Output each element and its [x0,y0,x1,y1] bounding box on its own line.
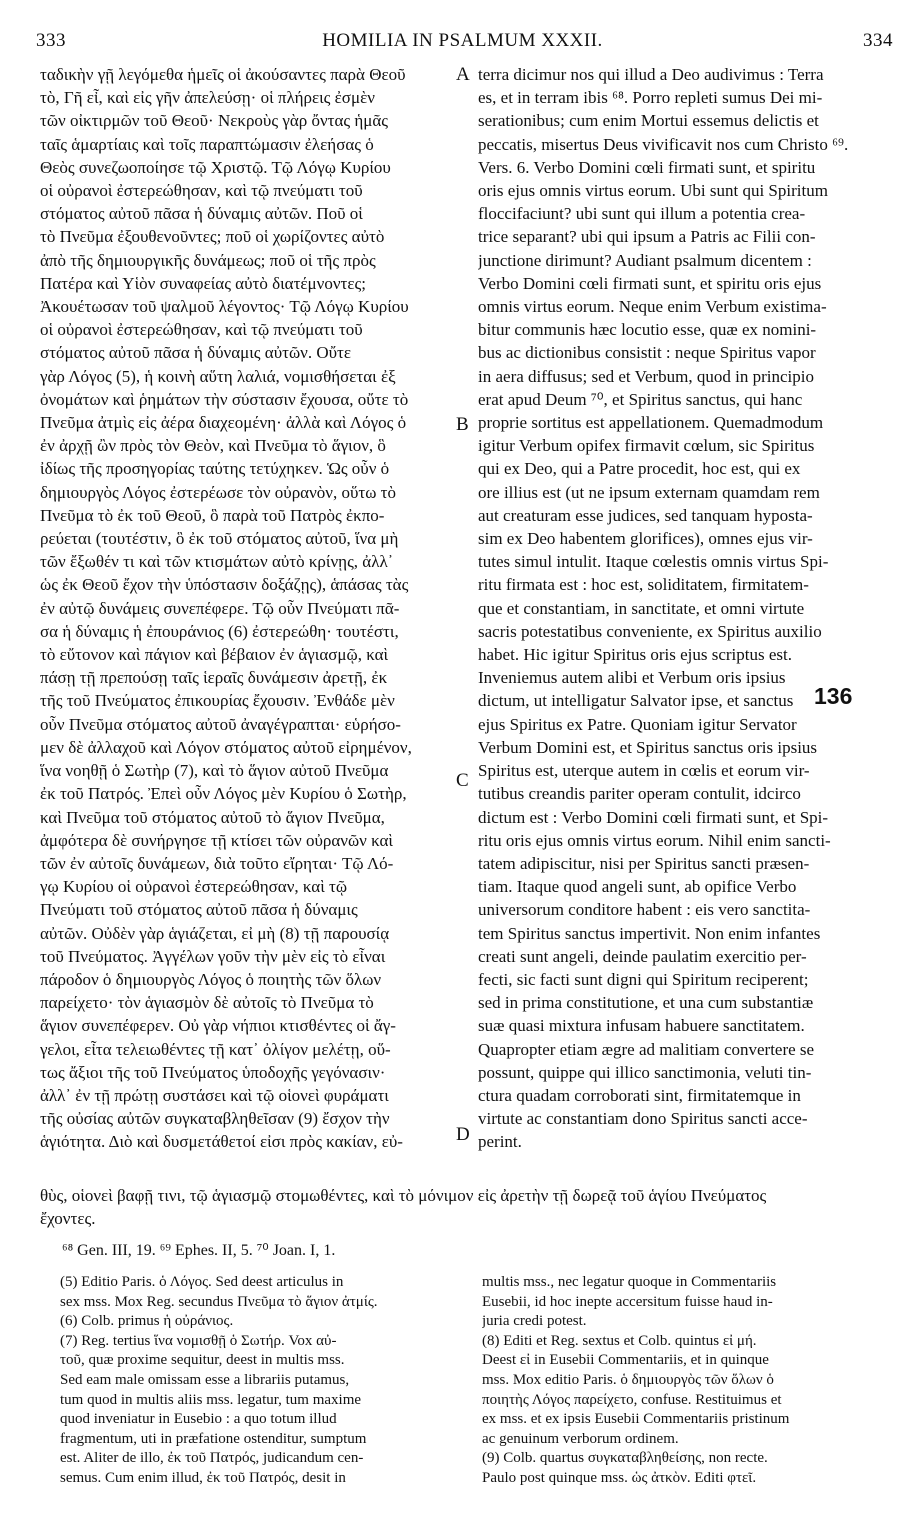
footnote-line: ac genuinum verborum ordinem. [482,1430,679,1447]
greek-text-line: τῶν ἔξωθέν τι καὶ τῶν κτισμάτων αὐτὸ κρίνῃς, ἀλλ᾿ [40,552,394,572]
latin-text-line: suæ quasi mixtura infusam habuere sanctitatem. [478,1016,805,1036]
greek-text-line: γελοι, εἶτα τελειωθέντες τῇ κατ᾿ ὀλίγον μελέτῃ, οὕ- [40,1039,391,1059]
latin-text-line: ore illius est (ut ne ipsum externam quamdam rem [478,482,820,502]
latin-text-line: bitur communis hæc locutio esse, quæ ex nomini- [478,320,817,340]
latin-text-line: aut creaturam esse judices, sed tanquam hyposta- [478,505,813,525]
greek-text-line: ρεύεται (τουτέστιν, ὃ ἐκ τοῦ στόματος αὐτοῦ, ἵνα μὴ [40,529,399,549]
latin-text-line: sim ex Deo habentem glorifices), omnes ejus vir- [478,529,813,549]
latin-text-line: ejus Spiritus ex Patre. Quoniam igitur Servator [478,714,797,734]
greek-text-line: Πατέρα καὶ Υἱὸν συναφείας αὐτὸ διατέμνοντες; [40,273,366,293]
margin-marker-d: D [456,1124,470,1145]
latin-text-line: es, et in terram ibis ⁶⁸. Porro repleti sumus Dei mi- [478,88,823,108]
margin-marker-c: C [456,770,469,791]
latin-text-line: tutibus creandis pariter operam contulit, idcirco [478,784,801,804]
greek-text-line: γῳ Κυρίου οἱ οὐρανοὶ ἐστερεώθησαν, καὶ τῷ [40,877,348,897]
greek-text-line: καὶ Πνεῦμα τοῦ στόματος αὐτοῦ τὸ ἅγιον Πνεῦμα, [40,807,385,827]
footnote-line: ex mss. et ex ipsis Eusebii Commentariis pristinum [482,1411,790,1428]
latin-text-line: possunt, quippe qui illico sanctimonia, veluti tin- [478,1062,812,1082]
latin-text-line: dictum est : Verbo Domini cœli firmati sunt, et Spi- [478,807,829,827]
latin-text-line: qui ex Deo, qui a Patre procedit, hoc est, qui ex [478,459,801,479]
greek-text-line: οἱ οὐρανοὶ ἐστερεώθησαν, καὶ τῷ πνεύματι τοῦ [40,320,363,340]
greek-text-line: πάσῃ τῇ πρεπούσῃ ταῖς ἱεραῖς δυνάμεσιν ἀρετῇ, ἐκ [40,668,388,688]
greek-end-line: ἔχοντες. [40,1209,96,1229]
latin-text-line: peccatis, misertus Deus vivificavit nos cum Christo ⁶⁹. [478,134,849,154]
latin-text-line: Verbum Domini est, et Spiritus sanctus oris ipsius [478,737,818,757]
footnote-line: sex mss. Mox Reg. secundus Πνεῦμα τὸ ἅγιον ἀτμίς. [60,1293,378,1310]
greek-text-line: μεν δὲ ἀλλαχοῦ καὶ Λόγον στόματος αὐτοῦ εἰρημένον, [40,737,412,757]
greek-text-line: τῶν ἐν αὐτοῖς δυνάμεων, διὰ τοῦτο εἴρηται· Τῷ Λό- [40,853,394,873]
latin-text-line: in aera diffusus; sed et Verbum, quod in principio [478,366,815,386]
greek-text-line: Ἀκουέτωσαν τοῦ ψαλμοῦ λέγοντος· Τῷ Λόγῳ Κυρίου [40,297,409,317]
margin-marker-b: B [456,414,469,435]
greek-text-column [40,63,455,1154]
greek-last-line: θὺς, οἱονεὶ βαφῇ τινι, τῷ ἁγιασμῷ στομωθέντες, καὶ τὸ μόνιμον εἰς ἀρετὴν τῇ δωρεᾷ τοῦ ἁγίου Πνεύματος [40,1186,767,1205]
greek-text-line: πάροδον ὁ δημιουργὸς Λόγος ὁ ποιητὴς τῶν ὅλων [40,969,382,989]
latin-text-line: Verbo Domini cœli firmati sunt, et spiritu oris ejus [478,273,822,293]
footnotes-right-column [482,1273,892,1489]
greek-text-line: στόματος αὐτοῦ πᾶσα ἡ δύναμις αὐτῶν. Οὔτε [40,343,351,363]
greek-text-line: τὸ Πνεῦμα ἐξουθενοῦντες; ποῦ οἱ χωρίζοντες αὐτὸ [40,227,385,247]
latin-text-line: omnis virtus eorum. Neque enim Verbum existima- [478,297,827,317]
latin-text-line: virtute ac constantiam dono Spiritus sancti acce- [478,1109,808,1129]
footnote-line: tum quod in multis aliis mss. legatur, tum maxime [60,1391,362,1408]
latin-text-line: junctione dirimunt? Audiant psalmum dicentem : [478,250,812,270]
latin-text-line: tutes simul intulit. Itaque cœlestis omnis virtus Spi- [478,552,829,572]
latin-text-line: Vers. 6. Verbo Domini cœli firmati sunt, et spiritu [478,157,816,177]
latin-text-line: dictum, ut intelligatur Salvator ipse, et sanctus [478,691,794,711]
latin-text-column [478,63,896,1154]
footnote-line: ποιητὴς Λόγος παρείχετο, confuse. Restituimus et [482,1391,782,1408]
footnote-line: juria credi potest. [482,1313,587,1330]
latin-text-line: igitur Verbum opifex firmavit cœlum, sic Spiritus [478,436,815,456]
greek-text-line: τῆς τοῦ Πνεύματος ἐπικουρίας ἔχουσιν. Ἐνθάδε μὲν [40,691,395,711]
greek-text-line: γὰρ Λόγος (5), ἡ κοινὴ αὕτη λαλιά, νομισθήσεται ἐξ [40,366,396,386]
latin-text-line: ritu oris ejus omnis virtus eorum. Nihil enim sancti- [478,830,831,850]
greek-text-line: ἀμφότερα δὲ συνήργησε τῇ κτίσει τῶν οὐρανῶν καὶ [40,830,393,850]
greek-text-line: τὸ εὔτονον καὶ πάγιον καὶ βέβαιον ἐν ἁγιασμῷ, καὶ [40,645,389,665]
page-number-right: 334 [863,30,893,51]
footnote-line: (6) Colb. primus ἡ οὐράνιος. [60,1313,234,1330]
footnote-line: quod inveniatur in Eusebio : a quo totum illud [60,1411,337,1428]
latin-text-line: bus ac dictionibus consistit : neque Spiritus vapor [478,343,816,363]
latin-text-line: que et constantiam, in sanctitate, et omni virtute [478,598,805,618]
footnote-line: fragmentum, uti in præfatione ostenditur, sumptum [60,1430,367,1447]
greek-text-line: ὀνομάτων καὶ ῥημάτων τὴν σύστασιν ἔχουσα, οὔτε τὸ [40,389,409,409]
latin-text-line: tem Spiritus sanctus impertivit. Non enim infantes [478,923,821,943]
latin-text-line: ritu firmata est : hoc est, soliditatem, firmitatem- [478,575,809,595]
greek-text-line: ταδικὴν γῇ λεγόμεθα ἡμεῖς οἱ ἀκούσαντες παρὰ Θεοῦ [40,65,406,84]
greek-text-line: τως ἄξιοι τῆς τοῦ Πνεύματος ὑποδοχῆς γεγόνασιν· [40,1062,386,1082]
latin-text-line: sacris potestatibus conveniente, ex Spiritus auxilio [478,621,822,641]
greek-text-line: οὖν Πνεῦμα στόματος αὐτοῦ ἀναγέγραπται· εὑρήσο- [40,714,401,734]
margin-marker-a: A [456,64,470,85]
latin-text-line: Inveniemus autem alibi et Verbum oris ipsius [478,668,786,688]
page-header [28,30,897,56]
latin-text-line: sed in prima constitutione, et una cum substantiæ [478,993,814,1013]
footnote-line: semus. Cum enim illud, ἐκ τοῦ Πατρός, desit in [60,1469,346,1486]
running-title: HOMILIA IN PSALMUM XXXII. [322,30,603,51]
footnote-line: Deest εἰ in Eusebii Commentariis, et in quinque [482,1352,769,1369]
latin-text-line: tatem adipiscitur, nisi per Spiritus sancti præsen- [478,853,810,873]
footnote-line: Eusebii, id hoc inepte accersitum fuisse haud in- [482,1293,773,1310]
greek-text-line: ἐν ἀρχῇ ὢν πρὸς τὸν Θεὸν, καὶ Πνεῦμα τὸ ἅγιον, ὃ [40,436,386,456]
greek-text-line: οἱ οὐρανοὶ ἐστερεώθησαν, καὶ τῷ πνεύματι τοῦ [40,181,363,201]
latin-text-line: fecti, sic facti sunt digni qui Spiritum reciperent; [478,969,809,989]
footnote-line: multis mss., nec legatur quoque in Commentariis [482,1274,777,1290]
greek-text-line: ταῖς ἁμαρτίαις καὶ τοῖς παραπτώμασιν ἐλεήσας ὁ [40,134,374,154]
greek-text-line: ἐν αὐτῷ δυνάμεις συνεπέφερε. Τῷ οὖν Πνεύματι πᾶ- [40,598,400,618]
greek-text-line: ἰδίως τῆς προσηγορίας ταύτης τετύχηκεν. Ὡς οὖν ὁ [40,459,390,479]
greek-text-line: Θεὸς συνεζωοποίησε τῷ Χριστῷ. Τῷ Λόγῳ Κυρίου [40,157,391,177]
greek-text-line: ἐκ τοῦ Πατρός. Ἐπεὶ οὖν Λόγος μὲν Κυρίου ὁ Σωτὴρ, [40,784,407,804]
greek-text-line: ὡς ἐκ Θεοῦ ἔχον τὴν ὑπόστασιν δοξάζῃς), ἁπάσας τὰς [40,575,409,595]
latin-text-line: oris ejus omnis virtus eorum. Ubi sunt qui Spiritum [478,181,828,201]
greek-text-line: τῶν οἰκτιρμῶν τοῦ Θεοῦ· Νεκροὺς γὰρ ὄντας ἡμᾶς [40,111,389,131]
greek-text-line: στόματος αὐτοῦ πᾶσα ἡ δύναμις αὐτῶν. Ποῦ οἱ [40,204,363,224]
greek-text-line: σα ἡ δύναμις ἡ ἐπουράνιος (6) ἐστερεώθη· τουτέστι, [40,621,399,641]
latin-text-line: trice separant? ubi qui ipsum a Patris ac Filii con- [478,227,816,247]
greek-text-line: Πνεύματι τοῦ στόματος αὐτοῦ πᾶσα ἡ δύναμις [40,900,358,920]
latin-text-line: terra dicimur nos qui illud a Deo audivimus : Terra [478,65,824,84]
latin-text-line: universorum conditore habent : eis vero sanctita- [478,900,811,920]
scripture-references: ⁶⁸ Gen. III, 19. ⁶⁹ Ephes. II, 5. ⁷⁰ Joan. I, 1. [62,1242,336,1259]
greek-text-line: ἀπὸ τῆς δημιουργικῆς δυνάμεως; ποῦ οἱ τῆς πρὸς [40,250,376,270]
latin-text-line: creati sunt angeli, deinde paulatim exercitio per- [478,946,807,966]
latin-text-line: perint. [478,1132,522,1152]
greek-text-line: Πνεῦμα ἀτμὶς εἰς ἀέρα διαχεομένη· ἀλλὰ καὶ Λόγος ὁ [40,413,407,433]
latin-text-line: floccifaciunt? ubi sunt qui illum a potentia crea- [478,204,806,224]
greek-text-line: ἅγιον συνεπέφερεν. Οὐ γὰρ νήπιοι κτισθέντες οἱ ἄγ- [40,1016,396,1036]
footnotes-left-column [60,1273,455,1489]
greek-text-line: ἀλλ᾿ ἐν τῇ πρώτῃ συστάσει καὶ τῷ οἱονεὶ φυράματι [40,1085,389,1105]
latin-text-line: tiam. Itaque quod angeli sunt, ab opifice Verbo [478,877,797,897]
latin-text-line: habet. Hic igitur Spiritus oris ejus scriptus est. [478,645,792,665]
footnote-line: Paulo post quinque mss. ὡς ἀτκὸν. Editi φτεῖ. [482,1469,757,1486]
footnote-line: Sed eam male omissam esse a librariis putamus, [60,1371,350,1388]
greek-text-line: τοῦ Πνεύματος. Ἀγγέλων γοῦν τὴν μὲν εἰς τὸ εἶναι [40,946,386,966]
greek-text-line: παρείχετο· τὸν ἁγιασμὸν δὲ αὐτοῖς τὸ Πνεῦμα τὸ [40,993,374,1013]
footnote-line: τοῦ, quæ proxime sequitur, deest in multis mss. [60,1352,345,1369]
footnote-line: (9) Colb. quartus συγκαταβληθείσης, non recte. [482,1450,768,1467]
latin-text-line: Quapropter etiam ægre ad malitiam convertere se [478,1039,815,1059]
footnote-line: (7) Reg. tertius ἵνα νομισθῇ ὁ Σωτήρ. Vox αὐ- [60,1332,337,1349]
latin-text-line: ctura quadam corroborati sint, firmitatemque in [478,1085,801,1105]
greek-text-line: δημιουργὸς Λόγος ἐστερέωσε τὸν οὐρανὸν, οὕτω τὸ [40,482,396,502]
greek-text-line: τὸ, Γῆ εἶ, καὶ εἰς γῆν ἀπελεύσῃ· οἱ πλήρεις ἐσμὲν [40,88,375,108]
footnote-line: est. Aliter de illo, ἐκ τοῦ Πατρός, judicandum cen- [60,1450,364,1467]
footnote-line: mss. Mox editio Paris. ὁ δημιουργὸς τῶν ὅλων ὁ [482,1371,774,1388]
latin-text-line: Spiritus est, uterque autem in cœlis et eorum vir- [478,761,810,781]
latin-text-line: proprie sortitus est appellationem. Quemadmodum [478,413,824,433]
latin-text-line: serationibus; cum enim Mortui essemus delictis et [478,111,819,131]
greek-text-line: ἁγιότητα. Διὸ καὶ δυσμετάθετοί εἰσι πρὸς κακίαν, εὐ- [40,1132,403,1152]
greek-text-line: τῆς οὐσίας αὐτῶν συγκαταβληθεῖσαν (9) ἔσχον τὴν [40,1109,390,1129]
greek-text-line: Πνεῦμα τὸ ἐκ τοῦ Θεοῦ, ὃ παρὰ τοῦ Πατρὸς ἐκπο- [40,505,385,525]
greek-text-line: ἵνα νοηθῇ ὁ Σωτὴρ (7), καὶ τὸ ἅγιον αὐτοῦ Πνεῦμα [40,761,389,781]
marginal-page-number: 136 [814,683,853,709]
latin-text-line: erat apud Deum ⁷⁰, et Spiritus sanctus, qui hanc [478,389,803,409]
greek-continuation [40,1184,896,1230]
page-number-left: 333 [36,30,66,51]
footnote-line: (5) Editio Paris. ὁ Λόγος. Sed deest articulus in [60,1274,344,1290]
greek-text-line: αὐτῶν. Οὐδὲν γὰρ ἁγιάζεται, εἰ μὴ (8) τῇ παρουσίᾳ [40,923,390,943]
footnote-line: (8) Editi et Reg. sextus et Colb. quintus εἰ μή. [482,1332,757,1349]
